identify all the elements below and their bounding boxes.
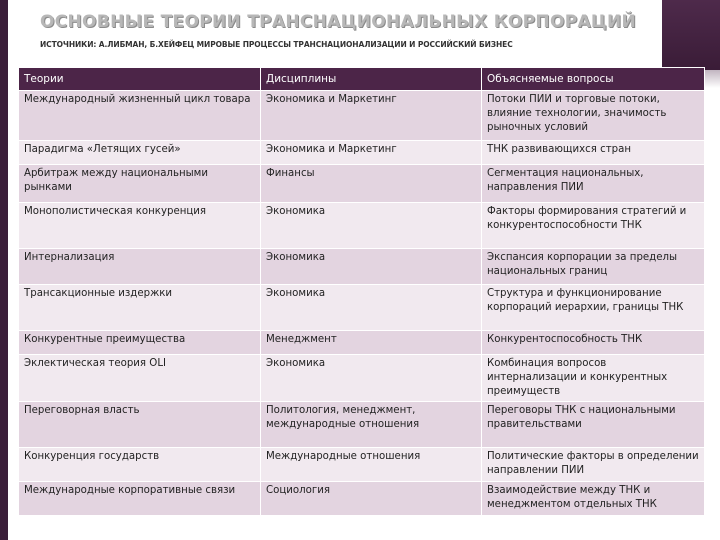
theory-cell: Переговорная власть (19, 402, 261, 448)
theory-cell: Парадигма «Летящих гусей» (19, 141, 261, 165)
table-header-row (19, 68, 705, 91)
discipline-cell: Международные отношения (261, 448, 482, 482)
theory-cell: Конкуренция государств (19, 448, 261, 482)
theory-cell: Международный жизненный цикл товара (19, 91, 261, 141)
discipline-cell: Финансы (261, 165, 482, 203)
discipline-cell: Экономика и Маркетинг (261, 141, 482, 165)
table-row (19, 402, 705, 448)
slide-title: ОСНОВНЫЕ ТЕОРИИ ТРАНСНАЦИОНАЛЬНЫХ КОРПОРАЦИЙ (40, 12, 637, 32)
theory-cell: Монополистическая конкуренция (19, 203, 261, 249)
question-cell: Сегментация национальных, направления ПИИ (482, 165, 705, 203)
header-disciplines: Дисциплины (261, 68, 482, 91)
table-row (19, 91, 705, 141)
table-row (19, 165, 705, 203)
table-row (19, 249, 705, 285)
theory-cell: Интернализация (19, 249, 261, 285)
theory-cell: Арбитраж между национальными рынками (19, 165, 261, 203)
table-row (19, 448, 705, 482)
discipline-cell: Экономика (261, 285, 482, 331)
question-cell: Потоки ПИИ и торговые потоки, влияние технологии, значимость рыночных условий (482, 91, 705, 141)
discipline-cell: Экономика (261, 249, 482, 285)
question-cell: Взаимодействие между ТНК и менеджментом отдельных ТНК (482, 482, 705, 516)
question-cell: Факторы формирования стратегий и конкурентоспособности ТНК (482, 203, 705, 249)
theory-cell: Международные корпоративные связи (19, 482, 261, 516)
theory-cell: Трансакционные издержки (19, 285, 261, 331)
discipline-cell: Менеджмент (261, 331, 482, 355)
question-cell: Конкурентоспособность ТНК (482, 331, 705, 355)
discipline-cell: Экономика (261, 355, 482, 402)
theories-table (18, 67, 705, 516)
question-cell: Политические факторы в определении направлении ПИИ (482, 448, 705, 482)
header-theories: Теории (19, 68, 261, 91)
discipline-cell: Экономика и Маркетинг (261, 91, 482, 141)
table-row (19, 203, 705, 249)
table-row (19, 285, 705, 331)
header-questions: Объясняемые вопросы (482, 68, 705, 91)
table-row (19, 331, 705, 355)
left-accent-bar (0, 0, 8, 540)
table-row (19, 141, 705, 165)
table-row (19, 355, 705, 402)
question-cell: Структура и функционирование корпораций иерархии, границы ТНК (482, 285, 705, 331)
question-cell: Комбинация вопросов интернализации и конкурентных преимуществ (482, 355, 705, 402)
question-cell: ТНК развивающихся стран (482, 141, 705, 165)
table-row (19, 482, 705, 516)
slide-subtitle: ИСТОЧНИКИ: А.ЛИБМАН, Б.ХЕЙФЕЦ МИРОВЫЕ ПРОЦЕССЫ ТРАНСНАЦИОНАЛИЗАЦИИ И РОССИЙСКИЙ БИЗНЕС (40, 40, 513, 49)
discipline-cell: Политология, менеджмент, международные отношения (261, 402, 482, 448)
question-cell: Переговоры ТНК с национальными правительствами (482, 402, 705, 448)
corner-decoration (662, 0, 720, 70)
discipline-cell: Социология (261, 482, 482, 516)
theory-cell: Эклектическая теория OLI (19, 355, 261, 402)
theory-cell: Конкурентные преимущества (19, 331, 261, 355)
discipline-cell: Экономика (261, 203, 482, 249)
question-cell: Экспансия корпорации за пределы национальных границ (482, 249, 705, 285)
